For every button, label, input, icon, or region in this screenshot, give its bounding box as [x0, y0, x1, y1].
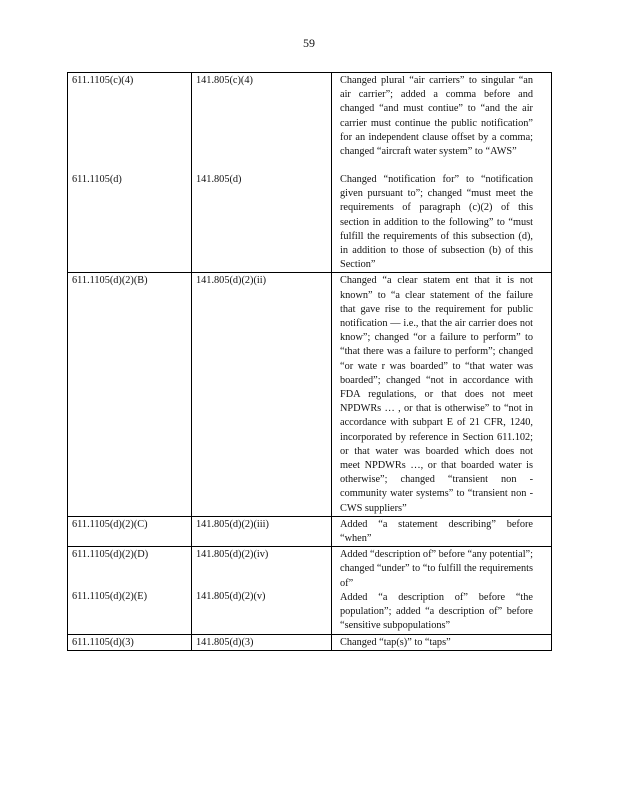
- table-row: [68, 516, 552, 546]
- old-section-cell: [68, 547, 192, 634]
- change-description: Added “a description of” before “the population”; added “a description of” before “sensitive subpopulations”: [340, 591, 533, 632]
- table-row: [68, 547, 552, 634]
- new-section-cell: 141.805(d)(2)(ii): [192, 273, 332, 516]
- page-number: 59: [303, 36, 315, 50]
- table-row: [68, 273, 552, 516]
- section-comparison-table: [67, 72, 552, 651]
- change-description: Changed plural “air carriers” to singular “an air carrier”; added a comma before and changed “and must contiue” to “and the air carrier must continue the public notification” for an independent clause offset by a comma; changed “aircraft water system” to “AWS”: [340, 75, 533, 158]
- change-description-cell: Changed “a clear statem ent that it is not known” to “a clear statement of the failure that gave rise to the requirement for public notification — i.e., that the air carrier does not know”; changed “or a failure to perform” to “that there was a failure to perform”; changed “or wate r was boarded” to “that water was boarded”; changed “not in accordance with FDA regulations, or that does not meet NPDWRs … , or that is otherwise” to “not in accordance with subpart E of 21 CFR, 1240, incorporated by reference in Section 611.102; or that water was boarded which does not meet NPDWRs …, or that boarded water is otherwise”; changed “transient non -community water systems” to “transient non -CWS suppliers”: [332, 273, 552, 516]
- new-section-ref: 141.805(c)(4): [196, 75, 253, 86]
- new-section-cell: 141.805(d)(2)(iii): [192, 516, 332, 546]
- old-section-ref: 611.1105(c)(4): [72, 75, 134, 86]
- change-description-cell: Added “a statement describing” before “when”: [332, 516, 552, 546]
- change-description-cell: [332, 73, 552, 273]
- table-row: [68, 73, 552, 273]
- new-section-ref: 141.805(d): [196, 174, 242, 185]
- new-section-cell: 141.805(d)(3): [192, 634, 332, 650]
- old-section-cell: 611.1105(d)(2)(B): [68, 273, 192, 516]
- change-description: Changed “notification for” to “notification given pursuant to”; changed “must meet the requirements of paragraph (c)(2) of this section in addition to the following” to “must fulfill the requirements of this subsection (d), in addition to those of subsection (b) of this Section”: [340, 174, 533, 271]
- new-section-ref: 141.805(d)(2)(iv): [196, 549, 269, 561]
- old-section-cell: 611.1105(d)(3): [68, 634, 192, 650]
- change-description-cell: Changed “tap(s)” to “taps”: [332, 634, 552, 650]
- table-row: [68, 634, 552, 650]
- old-section-cell: 611.1105(d)(2)(C): [68, 516, 192, 546]
- change-description: Added “description of” before “any potential”; changed “under” to “to fulfill the requirements of”: [340, 549, 533, 589]
- old-section-ref: 611.1105(d)(2)(D): [72, 549, 149, 561]
- old-section-ref: 611.1105(d)(2)(E): [72, 591, 148, 603]
- old-section-cell: [68, 73, 192, 273]
- old-section-ref: 611.1105(d): [72, 174, 122, 185]
- new-section-cell: [192, 73, 332, 273]
- new-section-ref: 141.805(d)(2)(v): [196, 591, 266, 603]
- change-description-cell: [332, 547, 552, 634]
- new-section-cell: [192, 547, 332, 634]
